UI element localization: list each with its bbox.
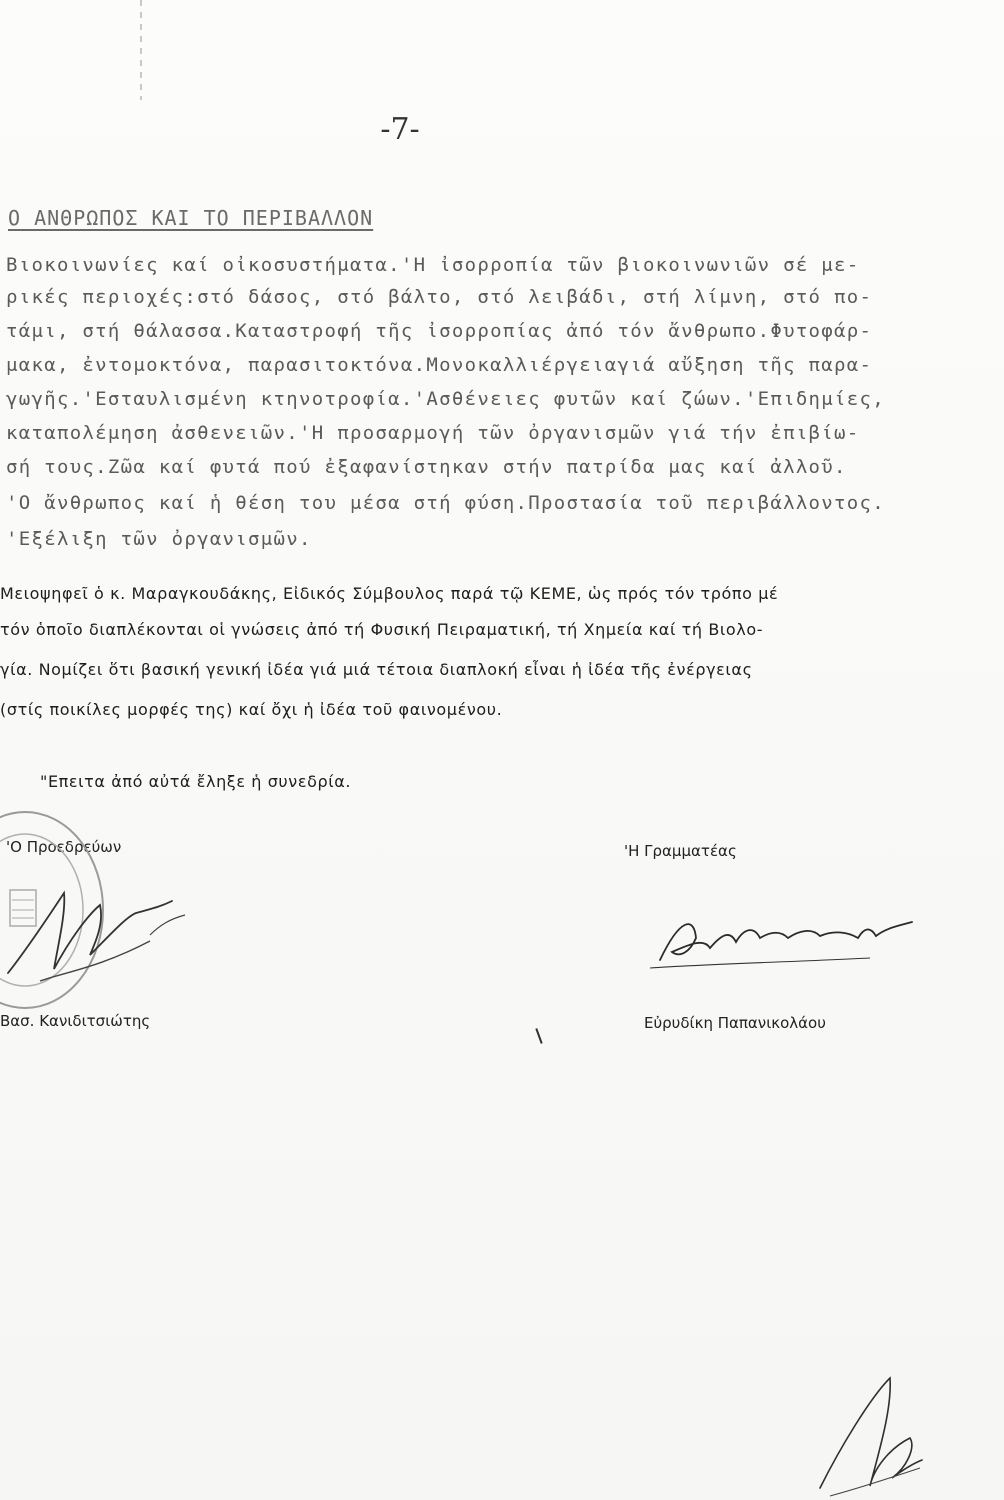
stray-mark: [535, 1028, 542, 1044]
typed-line: καταπολέμηση ἀσθενειῶν.'Η προσαρμογή τῶν ὀργανισμῶν γιά τήν ἐπιβίω-: [6, 422, 860, 444]
typed-line: Βιοκοινωνίες καί οἰκοσυστήματα.'Η ἰσορροπία τῶν βιοκοινωνιῶν σέ με-: [6, 254, 860, 276]
right-signatory-role: 'Η Γραμματέας: [624, 842, 737, 860]
left-signatory-role: 'Ο Προεδρεύων: [6, 838, 122, 856]
right-signature: [650, 908, 930, 978]
typed-line: τάμι, στή θάλασσα.Καταστροφή τῆς ἰσορροπίας ἀπό τόν ἄνθρωπο.Φυτοφάρ-: [6, 320, 873, 342]
left-signature: [0, 875, 200, 1000]
initials-signature: [800, 1368, 930, 1500]
typed-line: σή τους.Ζῶα καί φυτά πού ἐξαφανίστηκαν στήν πατρίδα μας καί ἀλλοῦ.: [6, 456, 847, 478]
typed-line: ρικές περιοχές:στό δάσος, στό βάλτο, στό λειβάδι, στή λίμνη, στό πο-: [6, 286, 873, 308]
right-signatory-name: Εὐρυδίκη Παπανικολάου: [644, 1014, 826, 1032]
paragraph-line: τόν ὁποῖο διαπλέκονται οἱ γνώσεις ἀπό τή Φυσική Πειραματική, τή Χημεία καί τή Βιολο-: [0, 620, 764, 639]
typed-line: 'Ο ἄνθρωπος καί ἡ θέση του μέσα στή φύση.Προστασία τοῦ περιβάλλοντος.: [6, 492, 885, 514]
typed-line: 'Εξέλιξη τῶν ὀργανισμῶν.: [6, 528, 312, 550]
page-number: -7-: [380, 112, 420, 147]
closing-line: "Επειτα ἀπό αὐτά ἔληξε ἡ συνεδρία.: [40, 772, 352, 791]
paragraph-line: γία. Νομίζει ὅτι βασική γενική ἰδέα γιά μιά τέτοια διαπλοκή εἶναι ἡ ἰδέα τῆς ἐνέργειας: [0, 660, 753, 679]
paragraph-line: (στίς ποικίλες μορφές της) καί ὄχι ἡ ἰδέα τοῦ φαινομένου.: [0, 700, 503, 719]
binding-marks: [140, 0, 142, 100]
left-signatory-name: Βασ. Κανιδιτσιώτης: [0, 1012, 151, 1030]
paragraph-line: Μειοψηφεῖ ὁ κ. Μαραγκουδάκης, Εἰδικός Σύμβουλος παρά τῷ ΚΕΜΕ, ὡς πρός τόν τρόπο μέ: [0, 584, 779, 603]
section-heading: Ο ΑΝΘΡΩΠΟΣ ΚΑΙ ΤΟ ΠΕΡΙΒΑΛΛΟΝ: [8, 206, 374, 230]
typed-line: μακα, ἐντομοκτόνα, παρασιτοκτόνα.Μονοκαλλιέργειαγιά αὔξηση τῆς παρα-: [6, 354, 873, 376]
typed-line: γωγῆς.'Εσταυλισμένη κτηνοτροφία.'Ασθένειες φυτῶν καί ζώων.'Επιδημίες,: [6, 388, 885, 410]
